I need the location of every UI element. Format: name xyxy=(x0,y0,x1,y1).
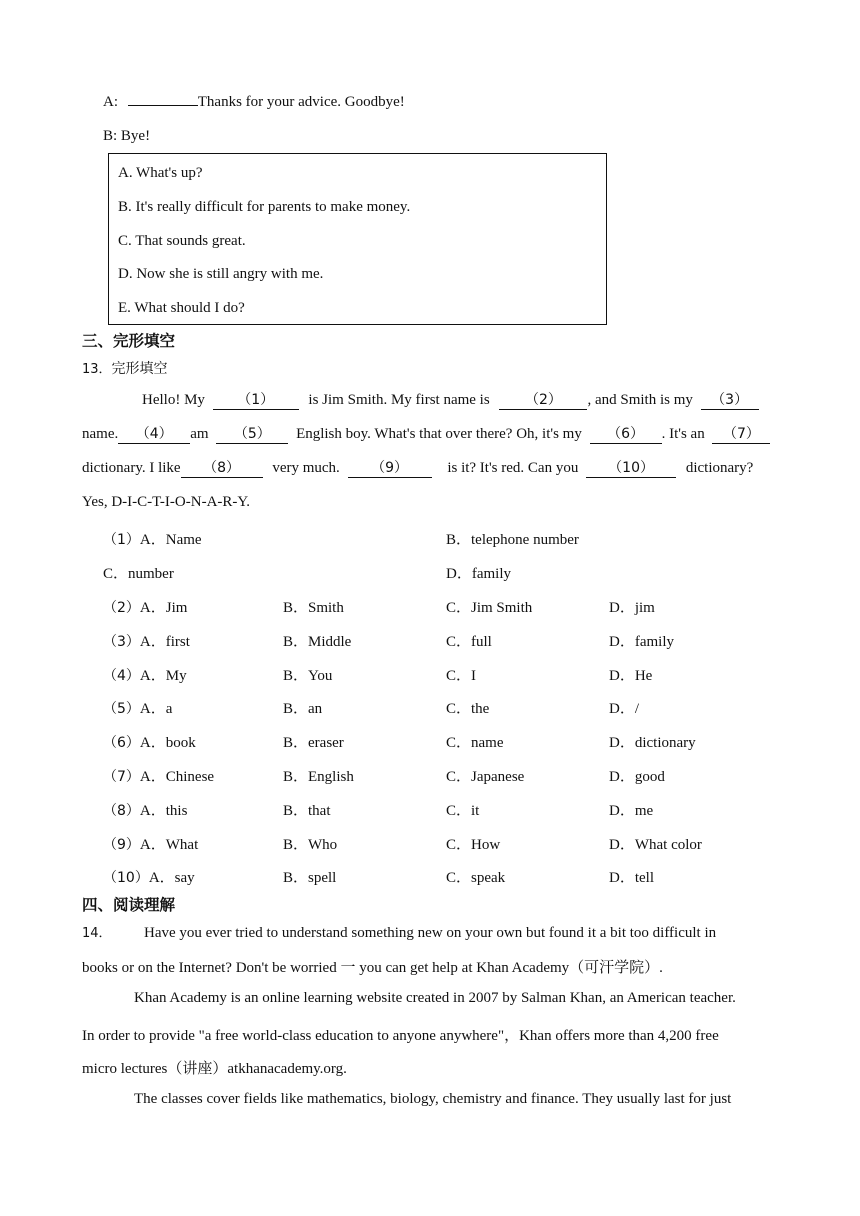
choice-number: （1） xyxy=(103,532,140,548)
passage-text: English boy. What's that over there? Oh, it's my xyxy=(296,426,582,442)
passage-line-4: Yes, D-I-C-T-I-O-N-A-R-Y. xyxy=(82,494,251,510)
question-13-title xyxy=(82,358,168,378)
dialogue-line-a xyxy=(103,94,405,111)
choice-c[interactable]: C．it xyxy=(446,803,480,819)
passage-text: name. xyxy=(82,426,119,442)
option-box xyxy=(108,153,607,325)
choice-a[interactable]: A．Chinese xyxy=(139,769,215,785)
choice-b[interactable]: B．English xyxy=(283,769,354,785)
choice-b[interactable]: B．that xyxy=(283,803,331,819)
passage-text: . It's an xyxy=(661,426,705,442)
question-number: 14． xyxy=(82,926,112,941)
choice-number: （3） xyxy=(103,634,140,650)
passage-line-1 xyxy=(142,392,759,410)
choice-c[interactable]: C．number xyxy=(103,566,174,582)
choice-c[interactable]: C．How xyxy=(446,837,501,853)
choice-a[interactable]: A．a xyxy=(139,701,173,717)
blank-8[interactable]: （8） xyxy=(181,460,263,478)
choice-row-9 xyxy=(103,833,198,854)
passage-text: Hello! My xyxy=(142,392,205,408)
option-c: C. That sounds great. xyxy=(118,233,246,249)
choice-a[interactable]: A．What xyxy=(139,837,199,853)
blank-7[interactable]: （7） xyxy=(712,426,770,444)
choice-d[interactable]: D．family xyxy=(609,634,674,650)
choice-number: （6） xyxy=(103,735,140,751)
choice-row-3 xyxy=(103,630,190,651)
choice-c[interactable]: C．name xyxy=(446,735,504,751)
choice-c[interactable]: C．Japanese xyxy=(446,769,525,785)
dialogue-a-text: Thanks for your advice. Goodbye! xyxy=(197,94,405,110)
choice-b[interactable]: B．Smith xyxy=(283,600,344,616)
dialogue-line-b: B: Bye! xyxy=(103,128,151,144)
section-heading-reading: 四、阅读理解 xyxy=(82,896,176,914)
blank-5[interactable]: （5） xyxy=(216,426,288,444)
blank-6[interactable]: （6） xyxy=(590,426,662,444)
question-title: 完形填空 xyxy=(111,361,168,377)
reading-text: Have you ever tried to understand something new on your own but found it a bit too difficult in xyxy=(144,925,717,941)
choice-row-4 xyxy=(103,664,187,685)
choice-a[interactable]: A．say xyxy=(148,870,195,886)
option-b: B. It's really difficult for parents to make money. xyxy=(118,199,411,215)
passage-text: , and Smith is my xyxy=(587,392,693,408)
choice-a[interactable]: A．this xyxy=(139,803,188,819)
choice-b[interactable]: B．an xyxy=(283,701,323,717)
choice-a[interactable]: A．first xyxy=(139,634,190,650)
choice-b[interactable]: B．eraser xyxy=(283,735,344,751)
blank-4[interactable]: （4） xyxy=(118,426,190,444)
choice-row-10 xyxy=(103,866,195,887)
reading-line-4: In order to provide "a free world-class education to anyone anywhere"，Khan offers more than 4,200 free xyxy=(82,1028,719,1044)
choice-number: （8） xyxy=(103,803,140,819)
passage-text: dictionary. I like xyxy=(82,460,181,476)
choice-c[interactable]: C．I xyxy=(446,668,477,684)
choice-row-8 xyxy=(103,799,187,820)
choice-number: （10） xyxy=(103,870,149,886)
question-number: 13． xyxy=(82,362,112,377)
choice-d[interactable]: D．What color xyxy=(609,837,702,853)
passage-text: am xyxy=(190,426,209,442)
option-e: E. What should I do? xyxy=(118,300,245,316)
choice-b[interactable]: B．You xyxy=(283,668,333,684)
choice-d[interactable]: D．family xyxy=(446,566,511,582)
choice-a[interactable]: A．Name xyxy=(139,532,202,548)
passage-line-2 xyxy=(82,426,770,444)
choice-b[interactable]: B．Who xyxy=(283,837,338,853)
reading-line-3: Khan Academy is an online learning website created in 2007 by Salman Khan, an American teacher. xyxy=(134,990,736,1006)
choice-d[interactable]: D．me xyxy=(609,803,654,819)
reading-line-5: micro lectures（讲座）atkhanacademy.org. xyxy=(82,1061,347,1077)
blank-1[interactable]: （1） xyxy=(213,392,299,410)
choice-b[interactable]: B．telephone number xyxy=(446,532,579,548)
choice-b[interactable]: B．Middle xyxy=(283,634,352,650)
choice-c[interactable]: C．Jim Smith xyxy=(446,600,533,616)
choice-d[interactable]: D．/ xyxy=(609,701,640,717)
passage-text: very much. xyxy=(272,460,340,476)
choice-d[interactable]: D．tell xyxy=(609,870,654,886)
choice-a[interactable]: A．Jim xyxy=(139,600,188,616)
option-a: A. What's up? xyxy=(118,165,203,181)
reading-line-6: The classes cover fields like mathematics, biology, chemistry and finance. They usually last for just xyxy=(134,1091,732,1107)
passage-line-3 xyxy=(82,460,753,478)
choice-row-2 xyxy=(103,596,187,617)
blank-3[interactable]: （3） xyxy=(701,392,759,410)
answer-blank[interactable] xyxy=(128,105,198,106)
choice-row-7 xyxy=(103,765,214,786)
choice-a[interactable]: A．book xyxy=(139,735,196,751)
section-heading-cloze: 三、完形填空 xyxy=(82,332,176,350)
choice-number: （9） xyxy=(103,837,140,853)
choice-number: （5） xyxy=(103,701,140,717)
choice-d[interactable]: D．good xyxy=(609,769,665,785)
passage-text: is Jim Smith. My first name is xyxy=(308,392,490,408)
choice-d[interactable]: D．dictionary xyxy=(609,735,696,751)
choice-c[interactable]: C．the xyxy=(446,701,490,717)
choice-number: （7） xyxy=(103,769,140,785)
choice-c[interactable]: C．full xyxy=(446,634,492,650)
choice-row-6 xyxy=(103,731,196,752)
choice-row-1 xyxy=(103,528,202,549)
choice-b[interactable]: B．spell xyxy=(283,870,337,886)
reading-line-1 xyxy=(82,922,716,942)
choice-d[interactable]: D．He xyxy=(609,668,653,684)
speaker-a-label: A: xyxy=(103,94,118,110)
choice-number: （2） xyxy=(103,600,140,616)
blank-2[interactable]: （2） xyxy=(499,392,587,410)
choice-row-5 xyxy=(103,697,172,718)
choice-d[interactable]: D．jim xyxy=(609,600,655,616)
reading-line-2: books or on the Internet? Don't be worried 一 you can get help at Khan Academy（可汗学院）. xyxy=(82,960,663,976)
passage-text: is it? It's red. Can you xyxy=(447,460,579,476)
choice-number: （4） xyxy=(103,668,140,684)
passage-text: dictionary? xyxy=(685,460,754,476)
blank-9[interactable]: （9） xyxy=(348,460,432,478)
choice-a[interactable]: A．My xyxy=(139,668,187,684)
option-d: D. Now she is still angry with me. xyxy=(118,266,324,282)
choice-c[interactable]: C．speak xyxy=(446,870,506,886)
blank-10[interactable]: （10） xyxy=(586,460,676,478)
